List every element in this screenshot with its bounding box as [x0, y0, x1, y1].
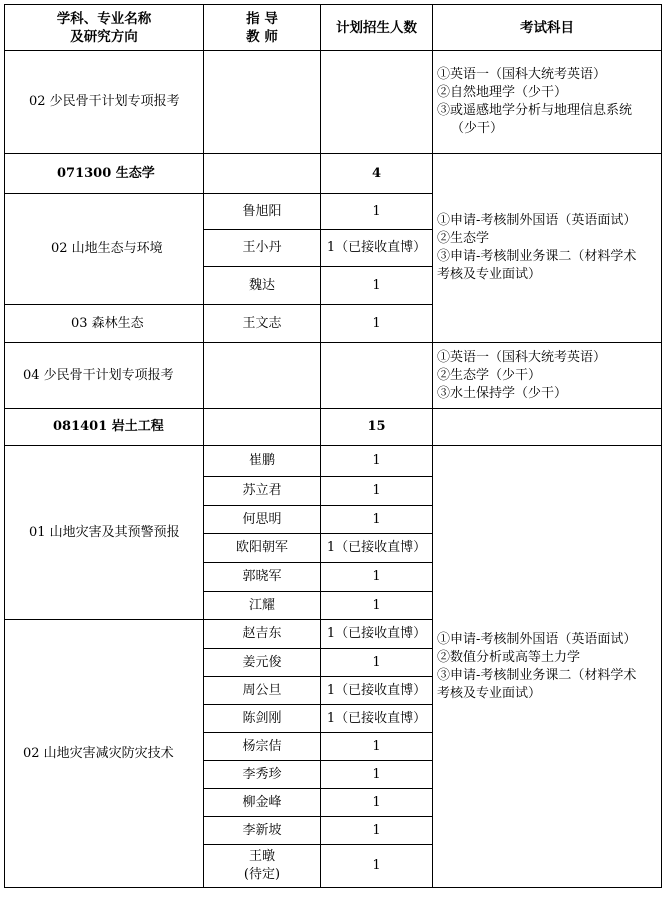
- major-name: 081401 岩土工程: [5, 409, 204, 446]
- count-cell: 1: [321, 733, 433, 761]
- advisor-cell: 崔鹏: [204, 446, 321, 477]
- major-row: [5, 409, 662, 446]
- direction-cell: 01 山地灾害及其预警预报: [5, 446, 204, 620]
- count-cell: [321, 343, 433, 409]
- advisor-cell: 苏立君: [204, 477, 321, 506]
- header-exam: 考试科目: [433, 5, 662, 51]
- advisor-cell: 郭晓军: [204, 563, 321, 592]
- advisor-cell: 陈剑刚: [204, 705, 321, 733]
- count-cell: 1: [321, 789, 433, 817]
- advisor-cell: [204, 51, 321, 154]
- advisor-cell: 江耀: [204, 592, 321, 620]
- direction-cell: 03 森林生态: [5, 305, 204, 343]
- count-cell: 1: [321, 845, 433, 888]
- advisor-cell: 王小丹: [204, 230, 321, 267]
- exam-cell: [433, 409, 662, 446]
- table-row: [5, 446, 662, 477]
- header-advisor: 指 导 教 师: [204, 5, 321, 51]
- count-cell: 1: [321, 761, 433, 789]
- advisor-cell: 周公旦: [204, 677, 321, 705]
- major-count: 15: [321, 409, 433, 446]
- count-cell: 1（已接收直博）: [321, 620, 433, 649]
- advisor-cell: 杨宗佶: [204, 733, 321, 761]
- exam-cell: ①申请-考核制外国语（英语面试） ②数值分析或高等土力学 ③申请-考核制业务课二（材料学术 考核及专业面试）: [433, 446, 662, 888]
- advisor-cell: 李秀珍: [204, 761, 321, 789]
- major-name: 071300 生态学: [5, 154, 204, 194]
- header-count: 计划招生人数: [321, 5, 433, 51]
- count-cell: 1: [321, 194, 433, 230]
- count-cell: [321, 51, 433, 154]
- count-cell: 1: [321, 563, 433, 592]
- count-cell: 1（已接收直博）: [321, 677, 433, 705]
- enrollment-table: [4, 4, 662, 888]
- advisor-cell: 欧阳朝军: [204, 534, 321, 563]
- advisor-cell: 柳金峰: [204, 789, 321, 817]
- header-major: 学科、专业名称 及研究方向: [5, 5, 204, 51]
- count-cell: 1: [321, 267, 433, 305]
- advisor-cell: 魏达: [204, 267, 321, 305]
- count-cell: 1: [321, 649, 433, 677]
- count-cell: 1: [321, 446, 433, 477]
- exam-cell: ①英语一（国科大统考英语） ②生态学（少干） ③水土保持学（少干）: [433, 343, 662, 409]
- direction-cell: 04 少民骨干计划专项报考: [5, 343, 204, 409]
- table-row: [5, 51, 662, 154]
- count-cell: 1: [321, 506, 433, 534]
- advisor-cell: 王暾 (待定): [204, 845, 321, 888]
- count-cell: 1: [321, 477, 433, 506]
- count-cell: 1: [321, 592, 433, 620]
- major-count: 4: [321, 154, 433, 194]
- direction-cell: 02 山地生态与环境: [5, 194, 204, 305]
- advisor-cell: 赵吉东: [204, 620, 321, 649]
- advisor-cell: [204, 409, 321, 446]
- count-cell: 1（已接收直博）: [321, 230, 433, 267]
- major-row: [5, 154, 662, 194]
- exam-cell: ①申请-考核制外国语（英语面试） ②生态学 ③申请-考核制业务课二（材料学术 考核及专业面试）: [433, 154, 662, 343]
- direction-cell: 02 少民骨干计划专项报考: [5, 51, 204, 154]
- count-cell: 1: [321, 817, 433, 845]
- advisor-cell: 鲁旭阳: [204, 194, 321, 230]
- count-cell: 1（已接收直博）: [321, 534, 433, 563]
- table-row: [5, 343, 662, 409]
- advisor-cell: [204, 343, 321, 409]
- count-cell: 1（已接收直博）: [321, 705, 433, 733]
- advisor-cell: [204, 154, 321, 194]
- advisor-cell: 王文志: [204, 305, 321, 343]
- advisor-cell: 何思明: [204, 506, 321, 534]
- count-cell: 1: [321, 305, 433, 343]
- exam-cell: ①英语一（国科大统考英语） ②自然地理学（少干） ③或遥感地学分析与地理信息系统 （少干）: [433, 51, 662, 154]
- table-header-row: [5, 5, 662, 51]
- direction-cell: 02 山地灾害减灾防灾技术: [5, 620, 204, 888]
- advisor-cell: 李新坡: [204, 817, 321, 845]
- advisor-cell: 姜元俊: [204, 649, 321, 677]
